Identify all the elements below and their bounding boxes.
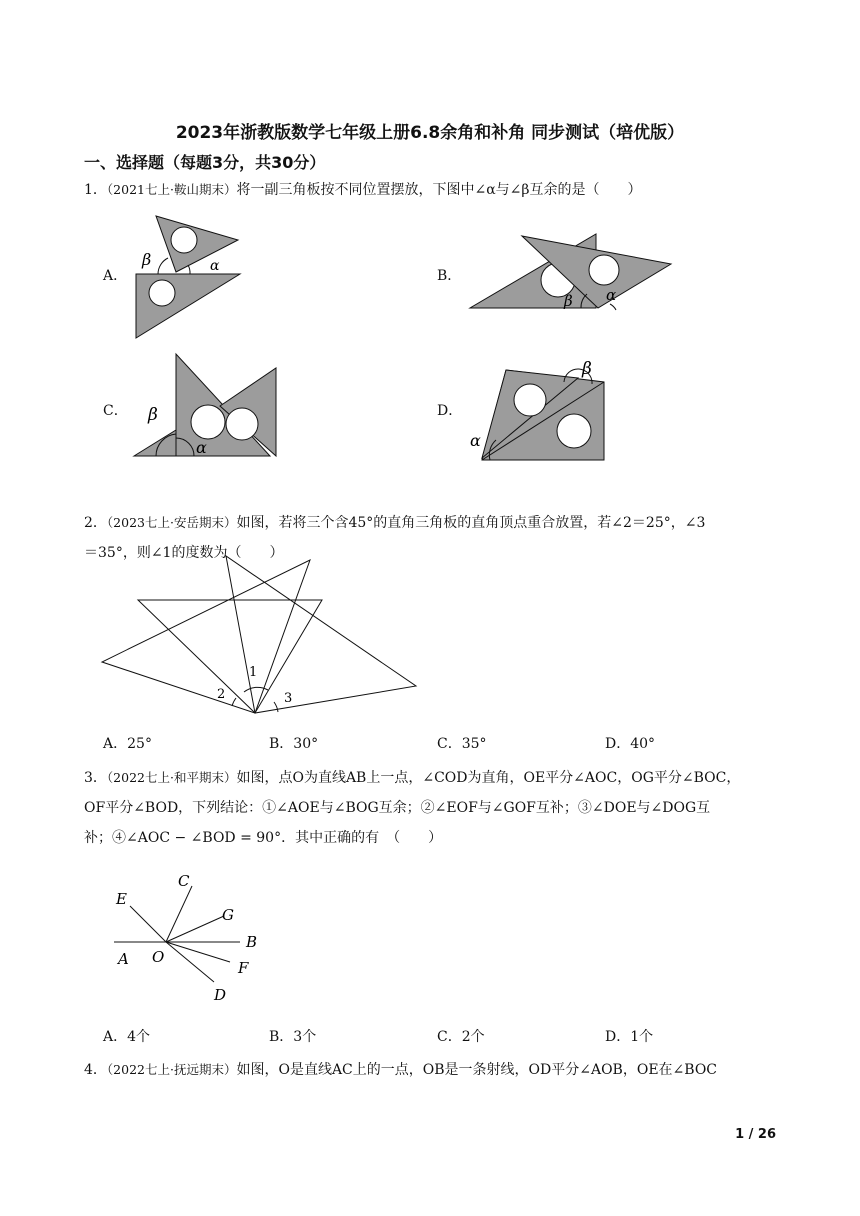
question-number: 3． [84, 770, 107, 786]
beta-label: β [564, 292, 573, 310]
document-title: 2023年浙教版数学七年级上册6.8余角和补角 同步测试（培优版） [175, 123, 685, 143]
alpha-label: α [196, 438, 207, 457]
question-source: （2022七上·和平期末） [106, 770, 237, 785]
question-3 [84, 763, 784, 853]
question-text-line1: 如图，若将三个含45°的直角三角板的直角顶点重合放置，若∠2＝25°，∠3 [236, 515, 706, 531]
option-label-c: C． [103, 403, 128, 419]
figure-3 [110, 870, 270, 1006]
angle-3-label: 3 [284, 691, 293, 706]
label-c: C [178, 872, 190, 890]
question-text: 如图，O是直线AC上的一点，OB是一条射线，OD平分∠AOB，OE在∠BOC [236, 1062, 718, 1078]
beta-label: β [148, 405, 158, 425]
label-a: A [118, 950, 129, 968]
label-o: O [152, 948, 165, 966]
question-number: 4． [84, 1062, 107, 1078]
option-a: A．4个 [103, 1029, 151, 1045]
label-b: B [246, 933, 258, 951]
page-number: 1 / 26 [735, 1127, 776, 1142]
option-c: C．2个 [437, 1029, 485, 1045]
option-label-a: A． [103, 268, 128, 284]
option-c: C．35° [437, 736, 487, 752]
question-source: （2023七上·安岳期末） [106, 515, 237, 530]
question-text-line2: OF平分∠BOD，下列结论：①∠AOE与∠BOG互余；②∠EOF与∠GOF互补；③∠DOE与∠DOG互 [84, 800, 711, 816]
alpha-label: α [606, 286, 617, 304]
section-heading: 一、选择题（每题3分，共30分） [84, 153, 326, 172]
option-b: B．30° [269, 736, 319, 752]
figure-1c [130, 350, 280, 460]
option-d: D．1个 [605, 1029, 654, 1045]
label-d: D [214, 986, 227, 1004]
label-g: G [222, 906, 234, 924]
option-d: D．40° [605, 736, 656, 752]
figure-2 [98, 552, 422, 718]
question-4 [84, 1055, 784, 1085]
question-text-line3: 补；④∠AOC − ∠BOD = 90°．其中正确的有 （ ） [84, 830, 443, 846]
option-label-d: D． [437, 403, 463, 419]
question-1 [84, 175, 784, 205]
alpha-label: α [210, 258, 220, 274]
question-text: 将一副三角板按不同位置摆放，下图中∠α与∠β互余的是（ ） [236, 182, 642, 198]
question-text-line1: 如图，点O为直线AB上一点，∠COD为直角，OE平分∠AOC，OG平分∠BOC， [236, 770, 741, 786]
angle-1-label: 1 [249, 665, 258, 680]
option-b: B．3个 [269, 1029, 317, 1045]
beta-label: β [582, 359, 592, 379]
option-label-b: B． [437, 268, 462, 284]
label-f: F [238, 959, 249, 977]
angle-2-label: 2 [217, 687, 226, 702]
figure-1d [468, 354, 612, 462]
label-e: E [116, 890, 127, 908]
question-text-line2: ＝35°，则∠1的度数为（ ） [84, 545, 284, 561]
question-source: （2021七上·鞍山期末） [106, 182, 237, 197]
option-a: A．25° [103, 736, 152, 752]
beta-label: β [142, 250, 152, 269]
question-number: 1． [84, 182, 107, 198]
question-source: （2022七上·抚远期末） [106, 1062, 237, 1077]
alpha-label: α [470, 431, 481, 450]
figure-1a [128, 212, 248, 342]
figure-1b [466, 228, 676, 314]
question-number: 2． [84, 515, 107, 531]
